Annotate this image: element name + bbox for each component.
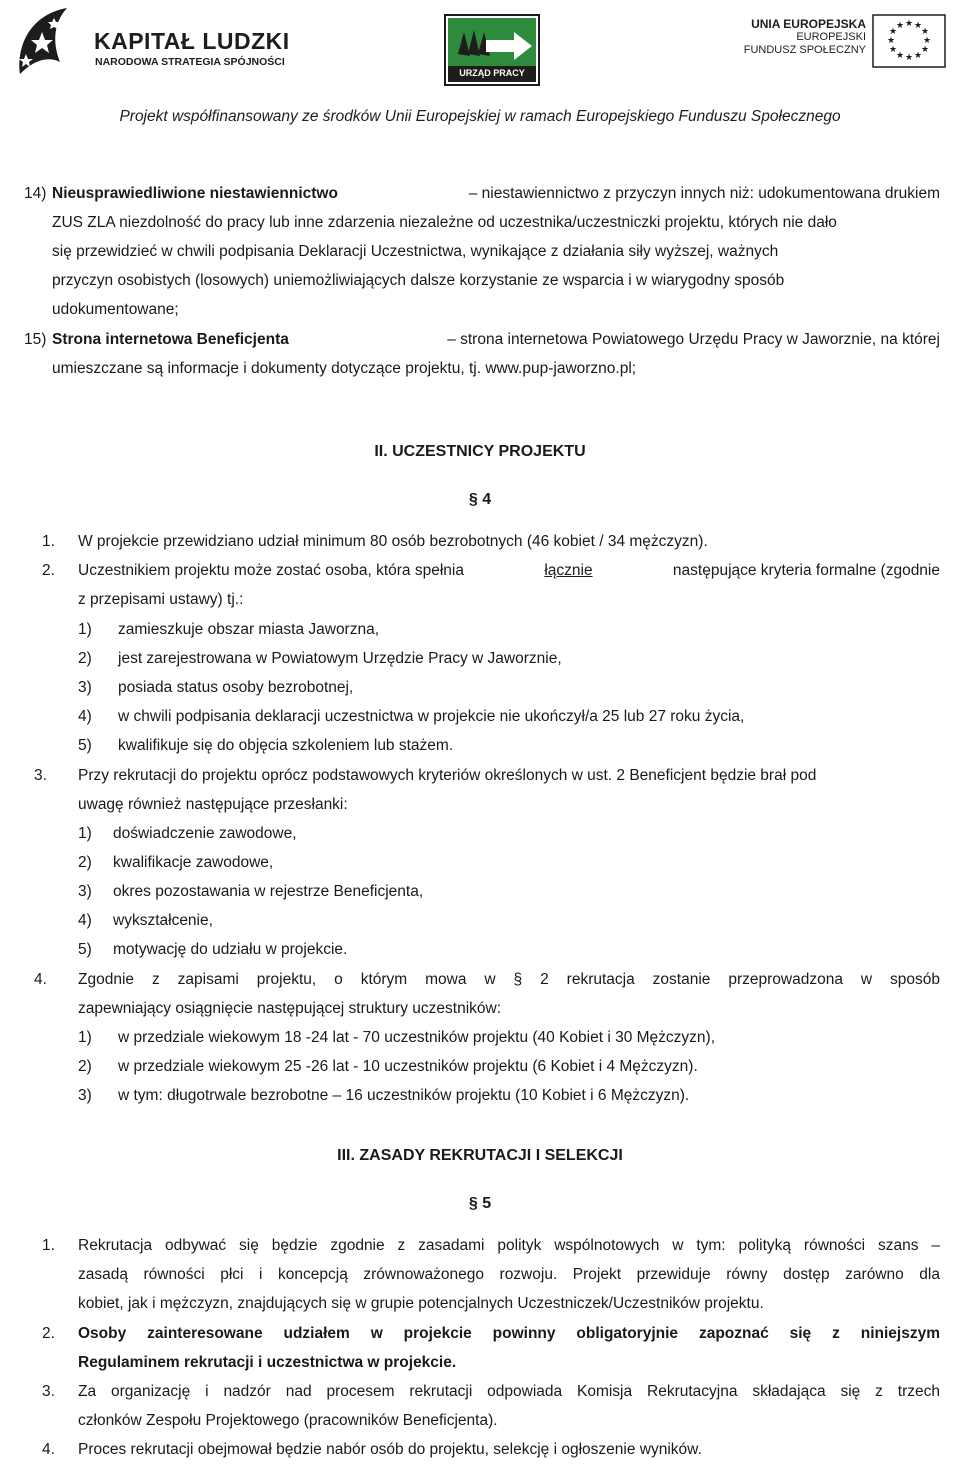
definition-14-text-1: – niestawiennictwo z przyczyn innych niż: udokumentowana drukiem <box>468 185 940 202</box>
list-item: wykształcenie, <box>113 912 213 929</box>
urzad-pracy-logo <box>444 14 540 86</box>
kapital-ludzki-title: KAPITAŁ LUDZKI <box>94 28 290 54</box>
svg-text:★: ★ <box>920 27 930 37</box>
s3-point-2-line-1: Osoby zainteresowane udziałem w projekcie powinny obligatoryjnie zapoznać się z niniejszym <box>78 1325 940 1342</box>
list-item-number: 1) <box>78 825 92 842</box>
s2-point-4-number: 4. <box>34 971 47 988</box>
list-item: okres pozostawania w rejestrze Beneficjenta, <box>113 883 424 900</box>
svg-text:★: ★ <box>888 27 898 37</box>
kapital-ludzki-subtitle: NARODOWA STRATEGIA SPÓJNOŚCI <box>95 56 285 68</box>
svg-text:★: ★ <box>920 45 930 55</box>
section-3-title: III. ZASADY REKRUTACJI I SELEKCJI <box>337 1147 623 1164</box>
eu-line-2: EUROPEJSKI <box>796 31 866 43</box>
definition-15-text-1: – strona internetowa Powiatowego Urzędu Pracy w Jaworznie, na której <box>447 331 940 348</box>
section-3-paragraph-mark: § 5 <box>468 1195 492 1212</box>
list-item-number: 4) <box>78 708 92 725</box>
list-item-number: 3) <box>78 883 92 900</box>
s2-point-3-line-2: uwagę również następujące przesłanki: <box>78 796 348 813</box>
eu-flag-icon <box>872 14 946 68</box>
list-item-number: 1) <box>78 1029 92 1046</box>
list-item-number: 2) <box>78 650 92 667</box>
list-item: kwalifikuje się do objęcia szkoleniem lub stażem. <box>118 737 454 754</box>
list-item-number: 1) <box>78 621 92 638</box>
s3-point-1-line-2: zasadą równości płci i koncepcją zrównoważonego rozwoju. Projekt przewiduje równy dostęp zarówno dla <box>78 1266 940 1283</box>
definition-14-line-1 <box>52 184 940 204</box>
list-item: jest zarejestrowana w Powiatowym Urzędzie Pracy w Jaworznie, <box>118 650 562 667</box>
s2-point-2-text-a: Uczestnikiem projektu może zostać osoba, która spełnia <box>78 562 464 579</box>
definition-15-line-2: umieszczane są informacje i dokumenty dotyczące projektu, tj. www.pup-jaworzno.pl; <box>52 360 637 377</box>
s3-point-2-line-2: Regulaminem rekrutacji i uczestnictwa w projekcie. <box>78 1354 457 1371</box>
svg-text:★: ★ <box>904 19 914 29</box>
svg-text:★: ★ <box>895 21 905 31</box>
s2-point-4-line-1: Zgodnie z zapisami projektu, o którym mowa w § 2 rekrutacja zostanie przeprowadzona w sposób <box>78 971 940 988</box>
definition-14-line-4: przyczyn osobistych (losowych) uniemożliwiających dalsze korzystanie ze wsparcia i w wiarygodny sposób <box>52 272 785 289</box>
s2-point-2-number: 2. <box>42 562 55 579</box>
s3-point-3-number: 3. <box>42 1383 55 1400</box>
s3-point-1-number: 1. <box>42 1237 55 1254</box>
svg-text:★: ★ <box>904 53 914 63</box>
eu-line-1: UNIA EUROPEJSKA <box>751 17 866 31</box>
s2-point-3-line-1: Przy rekrutacji do projektu oprócz podstawowych kryteriów określonych w ust. 2 Beneficjent będzie brał pod <box>78 767 817 784</box>
svg-text:★: ★ <box>888 45 898 55</box>
list-item: kwalifikacje zawodowe, <box>113 854 274 871</box>
s3-point-2-number: 2. <box>42 1325 55 1342</box>
s2-point-4-line-2: zapewniający osiągnięcie następującej struktury uczestników: <box>78 1000 502 1017</box>
kapital-ludzki-logo <box>12 4 290 86</box>
svg-text:★: ★ <box>886 36 896 46</box>
list-item-number: 4) <box>78 912 92 929</box>
section-2-title: II. UCZESTNICY PROJEKTU <box>374 443 586 460</box>
list-item: w tym: długotrwale bezrobotne – 16 uczestników projektu (10 Kobiet i 6 Mężczyzn). <box>118 1087 690 1104</box>
s2-point-2-line-1 <box>78 561 940 581</box>
s3-point-1-line-1: Rekrutacja odbywać się będzie zgodnie z zasadami polityk wspólnotowych w tym: polityką równości szans – <box>78 1237 940 1254</box>
s3-point-4-line-1: Proces rekrutacji obejmował będzie nabór osób do projektu, selekcję i ogłoszenie wyników. <box>78 1441 702 1458</box>
eu-line-3: FUNDUSZ SPOŁECZNY <box>743 44 866 56</box>
list-item-number: 3) <box>78 679 92 696</box>
list-item: zamieszkuje obszar miasta Jaworzna, <box>118 621 380 638</box>
svg-text:★: ★ <box>922 36 932 46</box>
list-item-number: 5) <box>78 941 92 958</box>
definition-14-line-5: udokumentowane; <box>52 301 179 318</box>
list-item-number: 2) <box>78 854 92 871</box>
s2-point-3-number: 3. <box>34 767 47 784</box>
list-item: w przedziale wiekowym 25 -26 lat - 10 uczestników projektu (6 Kobiet i 4 Mężczyzn). <box>118 1058 698 1075</box>
list-item-number: 3) <box>78 1087 92 1104</box>
list-item-number: 5) <box>78 737 92 754</box>
s2-point-2-underlined: łącznie <box>544 562 593 579</box>
definition-15-term: Strona internetowa Beneficjenta <box>52 331 289 348</box>
s2-point-1-text: W projekcie przewidziano udział minimum 80 osób bezrobotnych (46 kobiet / 34 mężczyzn). <box>78 533 708 550</box>
list-item: posiada status osoby bezrobotnej, <box>118 679 354 696</box>
s3-point-3-line-2: członków Zespołu Projektowego (pracowników Beneficjenta). <box>78 1412 498 1429</box>
svg-text:★: ★ <box>913 21 923 31</box>
section-2-paragraph-mark: § 4 <box>468 491 492 508</box>
s3-point-4-number: 4. <box>42 1441 55 1458</box>
list-item-number: 2) <box>78 1058 92 1075</box>
definition-15-line-1 <box>52 330 940 350</box>
definition-14-line-3: się przewidzieć w chwili podpisania Deklaracji Uczestnictwa, wynikające z działania siły wyższej, ważnych <box>52 243 779 260</box>
s3-point-3-line-1: Za organizację i nadzór nad procesem rekrutacji odpowiada Komisja Rekrutacyjna składająca się z trzech <box>78 1383 940 1400</box>
list-item: w chwili podpisania deklaracji uczestnictwa w projekcie nie ukończył/a 25 lub 27 roku życia, <box>118 708 745 725</box>
kapital-ludzki-emblem-icon <box>12 4 82 84</box>
definition-14-number: 14) <box>24 185 47 202</box>
list-item: doświadczenie zawodowe, <box>113 825 297 842</box>
s2-point-1-number: 1. <box>42 533 55 550</box>
s2-point-2-text-b: następujące kryteria formalne (zgodnie <box>672 562 940 579</box>
s2-point-2-line-2: z przepisami ustawy) tj.: <box>78 591 244 608</box>
svg-text:★: ★ <box>895 51 905 61</box>
cofinancing-note: Projekt współfinansowany ze środków Unii Europejskiej w ramach Europejskiego Funduszu Społecznego <box>119 108 841 125</box>
definition-15-number: 15) <box>24 331 47 348</box>
page-header <box>0 0 960 140</box>
list-item: w przedziale wiekowym 18 -24 lat - 70 uczestników projektu (40 Kobiet i 30 Mężczyzn), <box>118 1029 716 1046</box>
definition-14-line-2: ZUS ZLA niezdolność do pracy lub inne zdarzenia niezależne od uczestnika/uczestniczki projektu, których nie dało <box>52 214 837 231</box>
s3-point-1-line-3: kobiet, jak i mężczyzn, znajdujących się w grupie potencjalnych Uczestniczek/Uczestników projektu. <box>78 1295 764 1312</box>
list-item: motywację do udziału w projekcie. <box>113 941 348 958</box>
svg-text:★: ★ <box>913 51 923 61</box>
definition-14-term: Nieusprawiedliwione niestawiennictwo <box>52 185 338 202</box>
eu-logo <box>743 14 954 74</box>
urzad-pracy-label: URZĄD PRACY <box>459 68 525 78</box>
